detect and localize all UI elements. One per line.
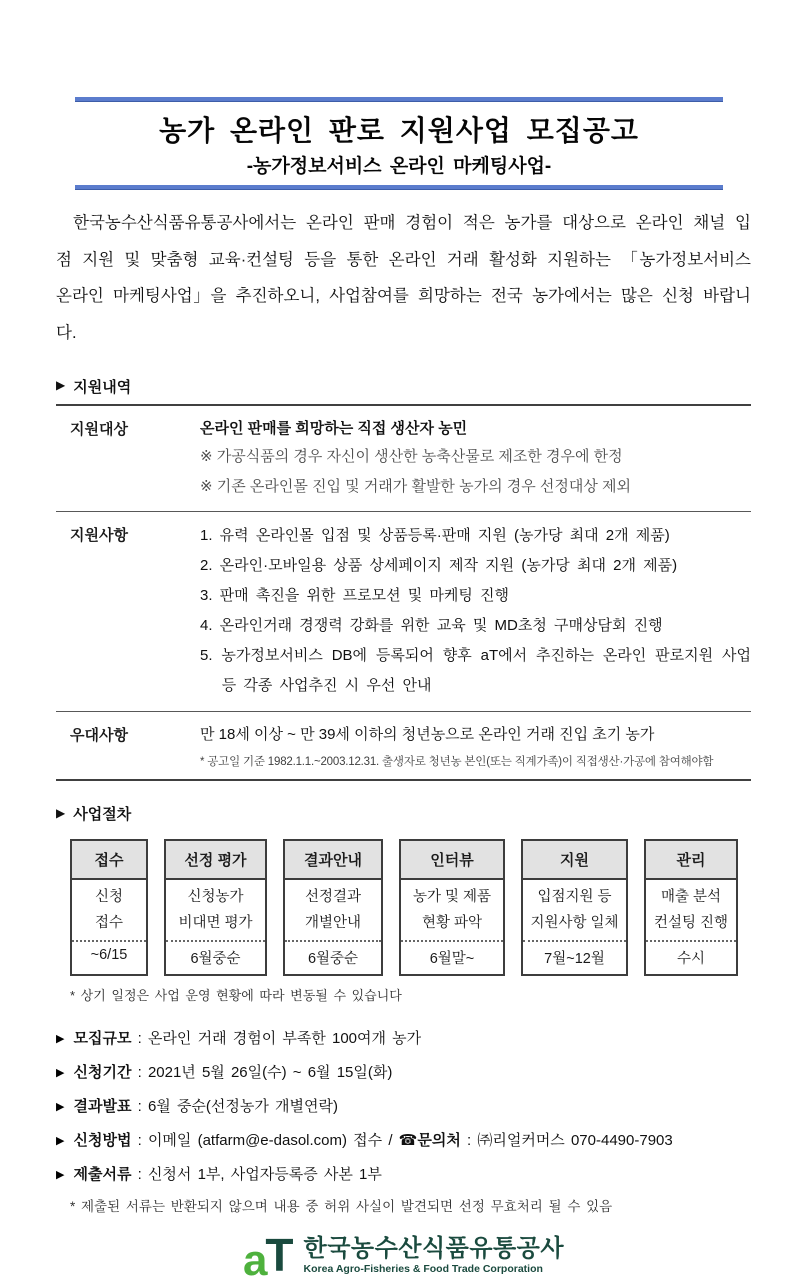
process-step-6 bbox=[644, 839, 738, 976]
logo-text bbox=[304, 1236, 565, 1275]
step-line: 지원사항 일체 bbox=[530, 915, 619, 931]
target-note: ※ 기존 온라인몰 진입 및 거래가 활발한 농가의 경우 선정대상 제외 bbox=[200, 477, 631, 495]
step-line: 신청농가 bbox=[187, 888, 244, 905]
table-row-target bbox=[56, 406, 751, 512]
step-description bbox=[401, 880, 503, 940]
step-line: 입점지원 등 bbox=[537, 888, 612, 905]
benefit-item: 2. 온라인·모바일용 상품 상세페이지 제작 지원 (농가당 최대 2개 제품) bbox=[200, 557, 678, 575]
schedule-note: * 상기 일정은 사업 운영 현황에 따라 변동될 수 있습니다 bbox=[70, 988, 402, 1003]
title-block bbox=[75, 97, 723, 190]
row-label: 지원대상 bbox=[70, 420, 128, 438]
process-step-1 bbox=[70, 839, 148, 976]
step-title: 인터뷰 bbox=[401, 841, 503, 880]
arrow-icon: ▶ bbox=[56, 1067, 65, 1079]
detail-label: 결과발표 bbox=[73, 1098, 132, 1115]
intro-paragraph: 한국농수산식품유통공사에서는 온라인 판매 경험이 적은 농가를 대상으로 온라인 채널 입점 지원 및 맞춤형 교육·컨설팅 등을 통한 온라인 거래 활성화 지원하는 「농가정보서비스 온라인 마케팅사업」을 추진하오니, 사업참여를 희망하는 전국 농가에서는 많은 신청 바랍니다. bbox=[56, 214, 751, 342]
row-label: 우대사항 bbox=[70, 727, 128, 745]
arrow-icon: ▶ bbox=[56, 805, 66, 820]
step-line: 컨설팅 진행 bbox=[653, 915, 729, 931]
row-content bbox=[200, 721, 751, 769]
step-period: 7월~12월 bbox=[523, 940, 626, 974]
step-period: 6월중순 bbox=[166, 940, 265, 974]
preference-fine-note: * 공고일 기준 1982.1.1.~2003.12.31. 출생자로 청년농 본인(또는 직계가족)이 직접생산·가공에 참여해야함 bbox=[200, 756, 714, 768]
page-title: 농가 온라인 판로 지원사업 모집공고 bbox=[159, 115, 639, 146]
detail-label: 신청기간 bbox=[73, 1064, 132, 1081]
phone-icon: ☎ bbox=[398, 1132, 418, 1149]
step-period: ~6/15 bbox=[72, 940, 146, 969]
step-description bbox=[72, 880, 146, 940]
step-description bbox=[285, 880, 381, 940]
section-heading-support bbox=[56, 376, 751, 397]
benefit-item: 1. 유력 온라인몰 입점 및 상품등록·판매 지원 (농가당 최대 2개 제품) bbox=[200, 527, 670, 545]
detail-row-period bbox=[56, 1061, 751, 1082]
details-list bbox=[56, 1027, 751, 1184]
section-heading-label: 지원내역 bbox=[73, 378, 132, 396]
target-note: ※ 가공식품의 경우 자신이 생산한 농축산물로 제조한 경우에 한정 bbox=[200, 448, 623, 466]
benefit-item: 3. 판매 촉진을 위한 프로모션 및 마케팅 진행 bbox=[200, 587, 510, 605]
section-heading-label: 사업절차 bbox=[73, 806, 132, 823]
page-subtitle: -농가정보서비스 온라인 마케팅사업- bbox=[246, 156, 552, 177]
step-description bbox=[646, 880, 736, 940]
step-line: 개별안내 bbox=[304, 915, 362, 931]
detail-row-result bbox=[56, 1095, 751, 1116]
step-line: 신청 bbox=[94, 888, 123, 905]
step-title: 접수 bbox=[72, 841, 146, 880]
step-period: 6월중순 bbox=[285, 940, 381, 974]
process-steps bbox=[70, 839, 751, 976]
at-logo-icon bbox=[242, 1229, 294, 1285]
target-main: 온라인 판매를 희망하는 직접 생산자 농민 bbox=[200, 419, 468, 437]
detail-row-method bbox=[56, 1129, 751, 1150]
preference-main: 만 18세 이상 ~ 만 39세 이하의 청년농으로 온라인 거래 진입 초기 농가 bbox=[200, 726, 655, 744]
logo-name-english: Korea Agro-Fisheries & Food Trade Corporation bbox=[303, 1263, 543, 1276]
arrow-icon: ▶ bbox=[56, 1135, 65, 1147]
step-title: 결과안내 bbox=[285, 841, 381, 880]
step-period: 수시 bbox=[646, 940, 736, 974]
step-title: 관리 bbox=[646, 841, 736, 880]
detail-label-contact: 문의처 bbox=[417, 1132, 461, 1149]
benefit-item: 5. 농가정보서비스 DB에 등록되어 향후 aT에서 추진하는 온라인 판로지원 사업 등 각종 사업추진 시 우선 안내 bbox=[200, 647, 751, 695]
step-line: 선정결과 bbox=[304, 888, 362, 905]
detail-value: : 이메일 (atfarm@e-dasol.com) 접수 / bbox=[131, 1132, 399, 1149]
step-line: 매출 분석 bbox=[660, 888, 722, 905]
step-title: 지원 bbox=[523, 841, 626, 880]
section-heading-process bbox=[56, 803, 751, 824]
arrow-icon: ▶ bbox=[56, 378, 66, 392]
logo-letter-t: T bbox=[265, 1229, 294, 1281]
table-row-benefits bbox=[56, 511, 751, 711]
logo-name-korean: 한국농수산식품유통공사 bbox=[303, 1235, 565, 1262]
process-step-5 bbox=[521, 839, 628, 976]
submission-note: * 제출된 서류는 반환되지 않으며 내용 중 허위 사실이 발견되면 선정 무효처리 될 수 있음 bbox=[70, 1199, 613, 1214]
benefit-item: 4. 온라인거래 경쟁력 강화를 위한 교육 및 MD초청 구매상담회 진행 bbox=[200, 617, 663, 635]
step-line: 비대면 평가 bbox=[178, 915, 253, 931]
detail-label: 제출서류 bbox=[73, 1166, 132, 1183]
row-content bbox=[200, 415, 751, 502]
step-description bbox=[523, 880, 626, 940]
detail-row-docs bbox=[56, 1163, 751, 1184]
detail-value: : ㈜리얼커머스 070-4490-7903 bbox=[460, 1132, 673, 1149]
step-line: 농가 및 제품 bbox=[412, 888, 492, 905]
detail-label: 신청방법 bbox=[73, 1132, 132, 1149]
detail-value: : 온라인 거래 경험이 부족한 100여개 농가 bbox=[131, 1030, 422, 1047]
process-step-3 bbox=[283, 839, 383, 976]
detail-value: : 2021년 5월 26일(수) ~ 6월 15일(화) bbox=[131, 1064, 393, 1081]
step-line: 현황 파악 bbox=[421, 915, 483, 931]
detail-value: : 신청서 1부, 사업자등록증 사본 1부 bbox=[131, 1166, 382, 1183]
row-content bbox=[200, 521, 751, 701]
arrow-icon: ▶ bbox=[56, 1101, 65, 1113]
process-step-4 bbox=[399, 839, 505, 976]
footer-logo bbox=[56, 1229, 751, 1285]
title-bottom-bar bbox=[75, 185, 723, 190]
logo-letter-a: a bbox=[242, 1236, 268, 1285]
support-table bbox=[56, 404, 751, 782]
process-step-2 bbox=[164, 839, 267, 976]
row-label: 지원사항 bbox=[70, 527, 128, 545]
arrow-icon: ▶ bbox=[56, 1033, 65, 1045]
step-description bbox=[166, 880, 265, 940]
detail-row-scale bbox=[56, 1027, 751, 1048]
detail-label: 모집규모 bbox=[73, 1030, 132, 1047]
step-title: 선정 평가 bbox=[166, 841, 265, 880]
step-line: 접수 bbox=[94, 915, 123, 931]
detail-value: : 6월 중순(선정농가 개별연락) bbox=[131, 1098, 338, 1115]
arrow-icon: ▶ bbox=[56, 1169, 65, 1181]
step-period: 6월말~ bbox=[401, 940, 503, 974]
table-row-preference bbox=[56, 711, 751, 781]
